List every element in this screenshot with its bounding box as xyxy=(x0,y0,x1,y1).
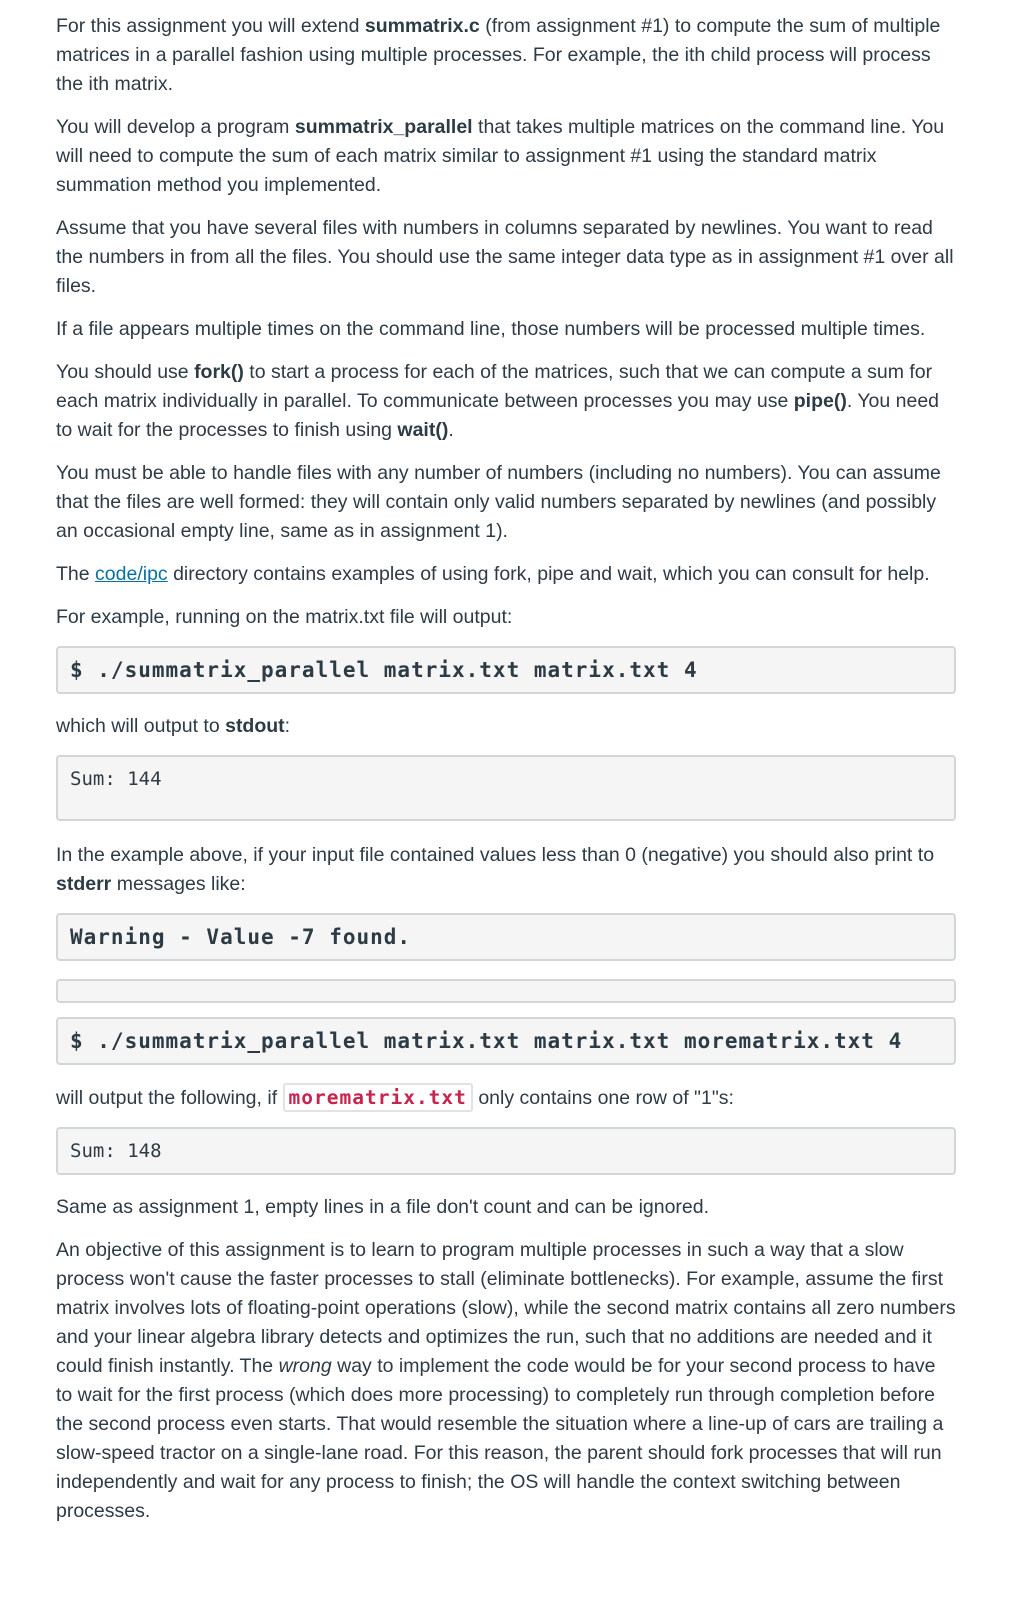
wait-call: wait() xyxy=(397,419,449,441)
stdout-text: which will output to xyxy=(56,715,226,737)
ipc-paragraph xyxy=(56,560,956,589)
objective-text-2: way to implement the code would be for your second process to have to wait for the first process (which does more processing) to completely run through completion before the second process even starts. That would resemble the situation where a line-up of cars are trailing a slow-speed tractor on a single-lane road. For this reason, the parent should fork processes that will run independently and wait for any process to finish; the OS will handle the context switching between processes. xyxy=(56,1355,944,1522)
intro-filename: summatrix.c xyxy=(364,15,480,37)
fork-text-3: . You need to wait for the processes to finish using xyxy=(56,390,940,441)
stderr-paragraph xyxy=(56,841,956,899)
output-block-2: Sum: 148 xyxy=(56,1127,956,1175)
objective-paragraph xyxy=(56,1236,956,1526)
stdout-text-2: : xyxy=(284,715,291,737)
stderr-text-2: messages like: xyxy=(111,873,246,895)
stderr-text: In the example above, if your input file contained values less than 0 (negative) you should also print to xyxy=(56,844,935,866)
code-ipc-link[interactable]: code/ipc xyxy=(95,563,168,585)
fork-text-2: to start a process for each of the matrices, such that we can compute a sum for each matrix individually in parallel. To communicate between processes you may use xyxy=(56,361,933,412)
develop-text: You will develop a program xyxy=(56,116,295,138)
fork-text: You should use xyxy=(56,361,195,383)
handle-paragraph: You must be able to handle files with any number of numbers (including no numbers). You can assume that the files are well formed: they will contain only valid numbers separated by newlines (and possibly an occasional empty line, same as in assignment 1). xyxy=(56,462,941,542)
fork-call: fork() xyxy=(194,361,244,383)
assume-paragraph: Assume that you have several files with numbers in columns separated by newlines. You want to read the numbers in from all the files. You should use the same integer data type as in assignment #1 over all files. xyxy=(56,217,954,297)
onerow-text-2: only contains one row of "1"s: xyxy=(472,1087,734,1109)
output-block-1: Sum: 144 xyxy=(56,755,956,821)
onerow-paragraph xyxy=(56,1083,956,1113)
ipc-text: The xyxy=(56,563,96,585)
multiple-paragraph: If a file appears multiple times on the command line, those numbers will be processed multiple times. xyxy=(56,318,926,340)
example-intro: For example, running on the matrix.txt file will output: xyxy=(56,606,513,628)
develop-paragraph xyxy=(56,113,956,200)
empty-lines-paragraph: Same as assignment 1, empty lines in a file don't count and can be ignored. xyxy=(56,1196,710,1218)
intro-text: For this assignment you will extend xyxy=(56,15,365,37)
empty-code-block xyxy=(56,979,956,1003)
intro-text-2: (from assignment #1) to compute the sum of multiple matrices in a parallel fashion using multiple processes. For example, the ith child process will process the ith matrix. xyxy=(56,15,941,95)
assignment-content xyxy=(56,12,956,1540)
stderr-label: stderr xyxy=(56,873,112,895)
ipc-text-2: directory contains examples of using fork, pipe and wait, which you can consult for help. xyxy=(167,563,930,585)
objective-emphasis: wrong xyxy=(278,1355,332,1377)
onerow-text: will output the following, if xyxy=(56,1087,283,1109)
stdout-label: stdout xyxy=(225,715,285,737)
develop-text-2: that takes multiple matrices on the command line. You will need to compute the sum of each matrix similar to assignment #1 using the standard matrix summation method you implemented. xyxy=(56,116,945,196)
command-block-1: $ ./summatrix_parallel matrix.txt matrix.txt 4 xyxy=(56,646,956,694)
fork-paragraph xyxy=(56,358,956,445)
objective-text: An objective of this assignment is to learn to program multiple processes in such a way that a slow process won't cause the faster processes to stall (eliminate bottlenecks). For example, assume the first matrix involves lots of floating-point operations (slow), while the second matrix contains all zero numbers and your linear algebra library detects and optimizes the run, such that no additions are needed and it could finish instantly. The xyxy=(56,1239,956,1377)
command-block-2: $ ./summatrix_parallel matrix.txt matrix.txt morematrix.txt 4 xyxy=(56,1017,956,1065)
warning-block: Warning - Value -7 found. xyxy=(56,913,956,961)
pipe-call: pipe() xyxy=(793,390,847,412)
intro-paragraph xyxy=(56,12,956,99)
stdout-paragraph xyxy=(56,712,956,741)
develop-program-name: summatrix_parallel xyxy=(294,116,473,138)
morematrix-inline-code: morematrix.txt xyxy=(283,1083,473,1112)
fork-text-4: . xyxy=(448,419,454,441)
